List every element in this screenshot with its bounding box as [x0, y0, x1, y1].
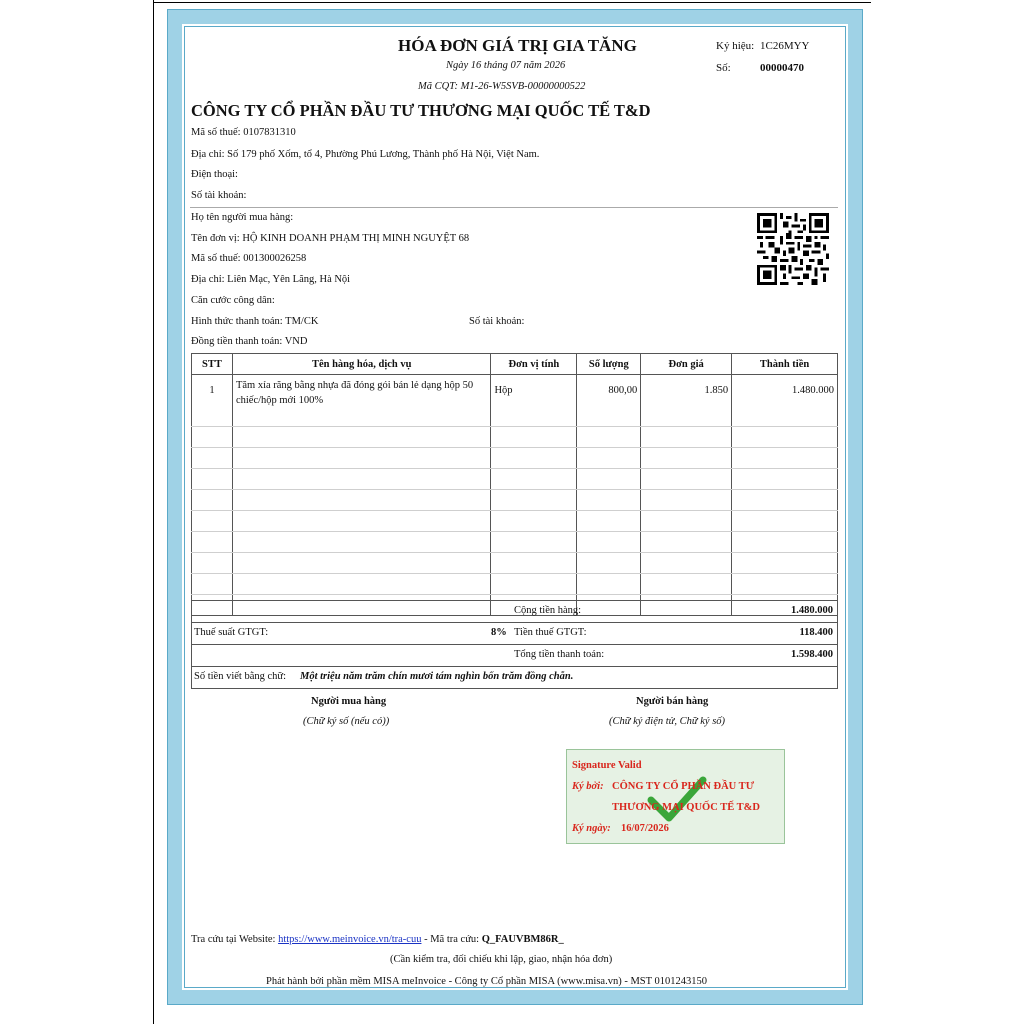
table-row — [192, 375, 838, 427]
cqt-code: Mã CQT: M1-26-W5SVB-00000000522 — [418, 81, 586, 92]
col-header-stt: STT — [192, 354, 233, 375]
qr-code — [757, 212, 829, 286]
vat-row — [192, 623, 837, 645]
vat-rate-value: 8% — [491, 627, 507, 638]
seller-sign-note: (Chữ ký điện tử, Chữ ký số) — [609, 716, 726, 727]
table-row-empty — [192, 511, 838, 532]
subtotal-value: 1.480.000 — [791, 605, 833, 616]
signed-by-line1: CÔNG TY CỔ PHẦN ĐẦU TƯ — [612, 781, 755, 792]
signed-date-label: Ký ngày: — [572, 823, 611, 834]
table-row-empty — [192, 553, 838, 574]
cell-amount: 1.480.000 — [732, 375, 838, 427]
subtotal-row — [192, 601, 837, 623]
total-value: 1.598.400 — [791, 649, 833, 660]
totals-block — [191, 600, 838, 689]
buyer-address: Địa chỉ: Liên Mạc, Yên Lãng, Hà Nội — [191, 274, 351, 285]
buyer-unit: Tên đơn vị: HỘ KINH DOANH PHẠM THỊ MINH NGUYỆT 68 — [191, 233, 470, 244]
buyer-name: Họ tên người mua hàng: — [191, 212, 294, 223]
digital-signature-box — [566, 749, 785, 844]
amount-in-words-row — [192, 667, 837, 688]
cell-name: Tăm xỉa răng bằng nhựa đã đóng gói bán lẻ dạng hộp 50 chiếc/hộp mới 100% — [232, 375, 491, 427]
buyer-sign-title: Người mua hàng — [311, 696, 387, 707]
vat-value: 118.400 — [799, 627, 833, 638]
cell-stt: 1 — [192, 375, 233, 427]
check-note: (Cần kiểm tra, đối chiếu khi lập, giao, nhận hóa đơn) — [390, 954, 613, 965]
number-value: 00000470 — [760, 62, 804, 74]
buyer-tax-code: Mã số thuế: 001300026258 — [191, 253, 307, 264]
cell-price: 1.850 — [641, 375, 732, 427]
invoice-date: Ngày 16 tháng 07 năm 2026 — [446, 60, 566, 71]
words-label: Số tiền viết bằng chữ: — [194, 671, 287, 682]
signature-valid-text: Signature Valid — [572, 760, 642, 771]
table-row-empty — [192, 490, 838, 511]
seller-sign-title: Người bán hàng — [636, 696, 709, 707]
table-row-empty — [192, 427, 838, 448]
col-header-amount: Thành tiền — [732, 354, 838, 375]
lookup-line — [191, 934, 564, 945]
sheet-edge-top — [153, 2, 871, 3]
seller-name: CÔNG TY CỔ PHẦN ĐẦU TƯ THƯƠNG MẠI QUỐC TẾ T&D — [191, 101, 651, 120]
divider — [190, 207, 838, 208]
col-header-name: Tên hàng hóa, dịch vụ — [232, 354, 491, 375]
buyer-sign-note: (Chữ ký số (nếu có)) — [303, 716, 390, 727]
words-value: Một triệu năm trăm chín mươi tám nghìn bốn trăm đồng chẵn. — [300, 671, 574, 682]
seller-account: Số tài khoản: — [191, 190, 247, 201]
signed-date-value: 16/07/2026 — [621, 823, 669, 834]
buyer-account: Số tài khoản: — [469, 316, 525, 327]
signed-by-line2: THƯƠNG MẠI QUỐC TẾ T&D — [612, 802, 760, 813]
lookup-link[interactable]: https://www.meinvoice.vn/tra-cuu — [278, 934, 422, 945]
table-row-empty — [192, 574, 838, 595]
vat-rate-label: Thuế suất GTGT: — [194, 627, 269, 638]
buyer-id: Căn cước công dân: — [191, 295, 275, 306]
symbol-label: Ký hiệu: — [716, 40, 755, 52]
seller-address: Địa chỉ: Số 179 phố Xốm, tổ 4, Phường Phú Lương, Thành phố Hà Nội, Việt Nam. — [191, 149, 540, 160]
table-row-empty — [192, 469, 838, 490]
vat-label: Tiền thuế GTGT: — [514, 627, 587, 638]
col-header-price: Đơn giá — [641, 354, 732, 375]
table-row-empty — [192, 532, 838, 553]
currency: Đồng tiền thanh toán: VND — [191, 336, 308, 347]
cell-qty: 800,00 — [577, 375, 641, 427]
symbol-value: 1C26MYY — [760, 40, 810, 52]
invoice-title: HÓA ĐƠN GIÁ TRỊ GIA TĂNG — [398, 36, 637, 55]
subtotal-label: Cộng tiền hàng: — [514, 605, 582, 616]
total-label: Tổng tiền thanh toán: — [514, 649, 605, 660]
table-header-row — [192, 354, 838, 375]
col-header-unit: Đơn vị tính — [491, 354, 577, 375]
cell-unit: Hộp — [491, 375, 577, 427]
table-row-empty — [192, 448, 838, 469]
seller-tax-code: Mã số thuế: 0107831310 — [191, 127, 296, 138]
lookup-prefix: Tra cứu tại Website: — [191, 934, 276, 945]
signed-by-label: Ký bởi: — [572, 781, 604, 792]
total-row — [192, 645, 837, 667]
lookup-code: Q_FAUVBM86R_ — [481, 934, 564, 945]
lookup-code-label: - Mã tra cứu: — [424, 934, 480, 945]
payment-method: Hình thức thanh toán: TM/CK — [191, 316, 319, 327]
seller-phone: Điện thoại: — [191, 169, 238, 180]
items-table — [191, 353, 838, 616]
issuer-line: Phát hành bởi phần mềm MISA meInvoice - Công ty Cổ phần MISA (www.misa.vn) - MST 0101243150 — [266, 976, 707, 987]
number-label: Số: — [716, 62, 731, 74]
sheet-edge — [153, 0, 154, 1024]
col-header-qty: Số lượng — [577, 354, 641, 375]
